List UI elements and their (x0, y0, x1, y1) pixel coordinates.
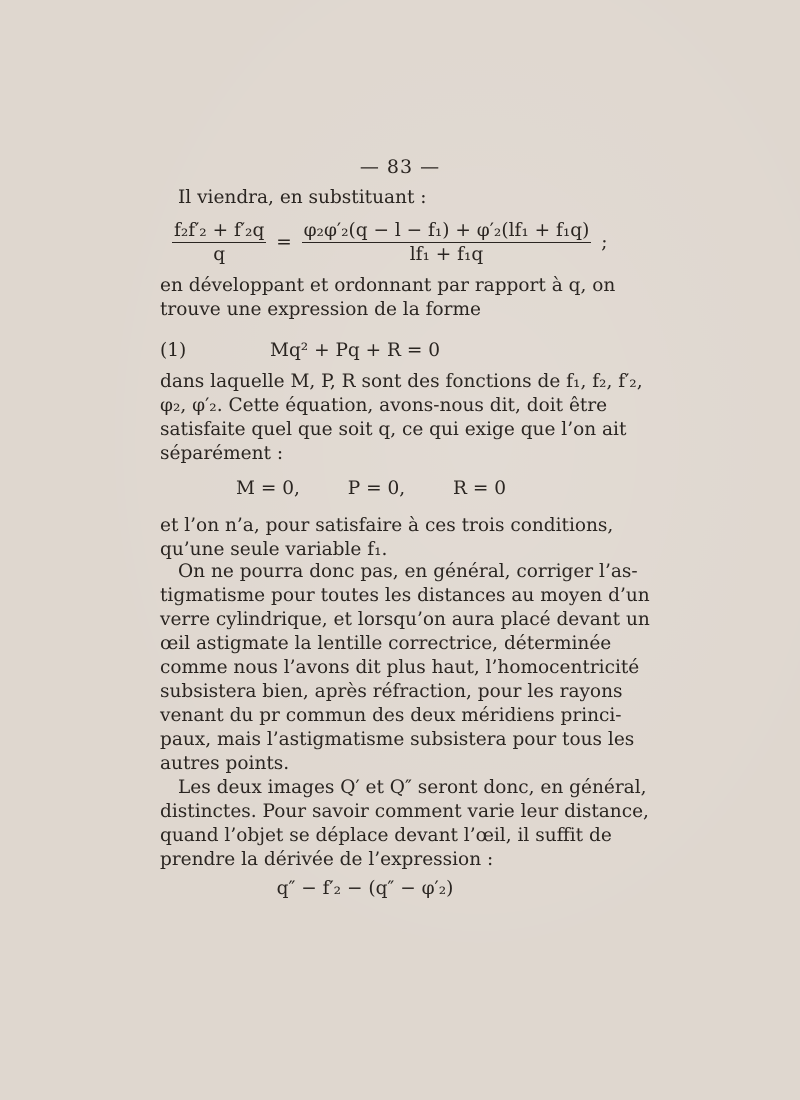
text-line: qu’une seule variable f₁. (160, 539, 388, 560)
text-line: Les deux images Q′ et Q″ seront donc, en général, (178, 777, 647, 798)
text-line: prendre la dérivée de l’expression : (160, 849, 494, 870)
paragraph-5 (160, 776, 649, 872)
paragraph-3 (160, 514, 614, 562)
paragraph-2 (160, 370, 643, 466)
text-line: et l’on n’a, pour satisfaire à ces trois conditions, (160, 515, 614, 536)
text-line: trouve une expression de la forme (160, 299, 481, 320)
text-line: séparément : (160, 443, 284, 464)
rhs-fraction (302, 220, 592, 265)
page-number: — 83 — (359, 156, 441, 178)
conditions-equations (236, 478, 506, 499)
text-line: subsistera bien, après réfraction, pour les rayons (160, 681, 623, 702)
equals-sign: = (276, 232, 292, 253)
text-line: φ₂, φ′₂. Cette équation, avons-nous dit, doit être (160, 395, 608, 416)
substitution-equation (172, 220, 611, 265)
equation-formula: Mq² + Pq + R = 0 (270, 340, 440, 361)
condition-p: P = 0, (347, 478, 406, 499)
text-line: distinctes. Pour savoir comment varie leur distance, (160, 801, 649, 822)
text-line: verre cylindrique, et lorsqu’on aura placé devant un (160, 609, 650, 630)
equation-label: (1) (160, 340, 187, 361)
rhs-denominator: lf₁ + f₁q (409, 244, 484, 265)
text-line: œil astigmate la lentille correctrice, déterminée (160, 633, 612, 654)
intro-paragraph (160, 186, 570, 210)
text-line: comme nous l’avons dit plus haut, l’homocentricité (160, 657, 640, 678)
text-line: tigmatisme pour toutes les distances au moyen d’un (160, 585, 650, 606)
text-line: Il viendra, en substituant : (178, 187, 427, 208)
paragraph-1 (160, 274, 616, 322)
text-line: autres points. (160, 753, 290, 774)
paragraph-4 (160, 560, 650, 776)
lhs-denominator: q (213, 244, 226, 265)
condition-m: M = 0, (236, 478, 300, 499)
text-line: dans laquelle M, P, R sont des fonctions de f₁, f₂, f′₂, (160, 371, 643, 392)
rhs-numerator: φ₂φ′₂(q − l − f₁) + φ′₂(lf₁ + f₁q) (303, 220, 590, 241)
final-expression: q″ − f′₂ − (q″ − φ′₂) (276, 878, 454, 899)
text-line: paux, mais l’astigmatisme subsistera pour tous les (160, 729, 635, 750)
text-line: satisfaite quel que soit q, ce qui exige que l’on ait (160, 419, 627, 440)
condition-r: R = 0 (453, 478, 506, 499)
lhs-fraction (172, 220, 266, 265)
text-line: en développant et ordonnant par rapport à q, on (160, 275, 616, 296)
equation-punctuation: ; (601, 232, 608, 253)
lhs-numerator: f₂f′₂ + f′₂q (174, 220, 265, 241)
text-line: On ne pourra donc pas, en général, corriger l’as- (178, 561, 638, 582)
text-line: venant du pr commun des deux méridiens princi- (160, 705, 622, 726)
text-line: quand l’objet se déplace devant l’œil, il suffit de (160, 825, 612, 846)
